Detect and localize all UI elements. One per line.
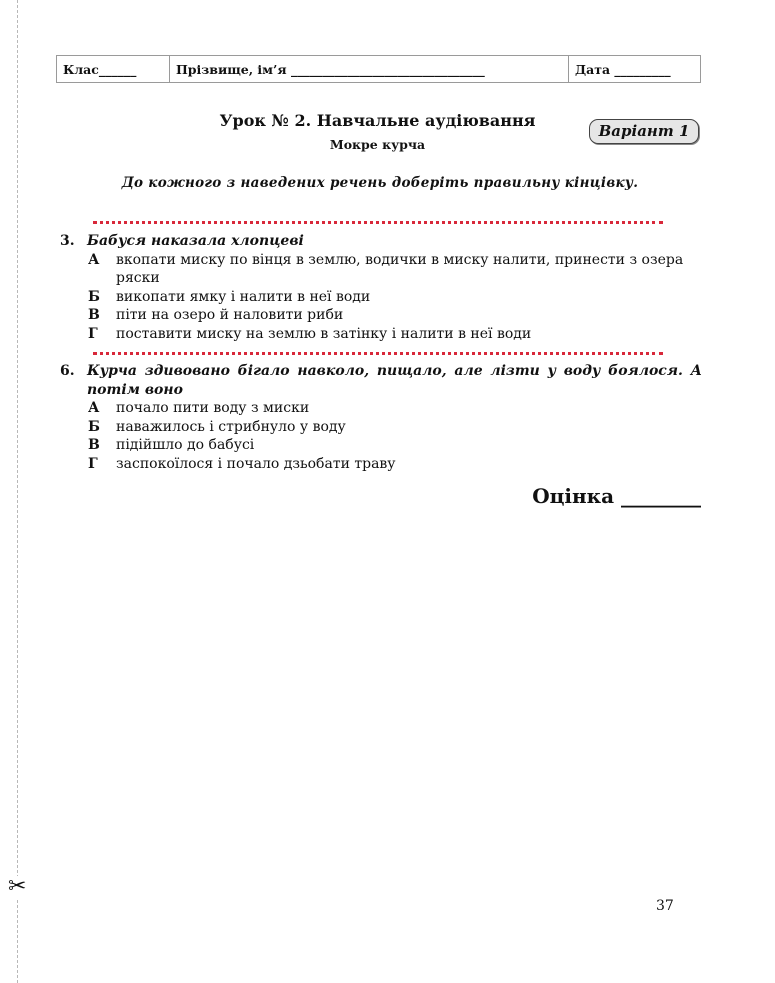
dotted-divider <box>93 221 663 224</box>
option-b[interactable] <box>60 418 702 437</box>
option-v[interactable] <box>60 306 702 325</box>
option-letter: Г <box>88 325 98 342</box>
option-b[interactable] <box>60 288 702 307</box>
option-text: поставити миску на землю в затінку і налити в неї води <box>116 325 532 342</box>
student-info-table <box>56 55 701 83</box>
option-text: піти на озеро й наловити риби <box>116 307 344 323</box>
question-text: Бабуся наказала хлопцеві <box>87 233 304 249</box>
option-h[interactable] <box>60 455 702 474</box>
option-text: наважилось і стрибнуло у воду <box>116 418 346 435</box>
scissors-icon: ✂ <box>8 874 27 899</box>
option-letter: А <box>88 400 100 416</box>
option-a[interactable] <box>60 399 702 418</box>
question-number: 3. <box>60 233 75 249</box>
instruction: До кожного з наведених речень доберіть правильну кінцівку. <box>121 175 639 191</box>
option-letter: А <box>88 251 100 268</box>
option-h[interactable] <box>60 325 702 344</box>
option-text: підійшло до бабусі <box>116 437 255 453</box>
grade-field[interactable]: Оцінка ________ <box>532 484 701 508</box>
option-text: почало пити воду з миски <box>116 400 310 416</box>
dotted-divider <box>93 352 663 355</box>
option-a[interactable] <box>60 251 702 288</box>
lesson-subtitle: Мокре курча <box>329 137 426 152</box>
option-letter: Б <box>88 288 100 305</box>
date-field[interactable]: Дата _________ <box>575 62 671 77</box>
option-letter: В <box>88 437 100 453</box>
option-letter: В <box>88 307 100 323</box>
option-letter: Г <box>88 455 98 472</box>
option-text: заспокоїлося і почало дзьобати траву <box>116 455 396 472</box>
page-number: 37 <box>656 898 674 914</box>
option-text: викопати ямку і налити в неї води <box>116 288 371 305</box>
class-field[interactable]: Клас______ <box>57 56 170 82</box>
cut-line <box>17 0 18 983</box>
question-3 <box>60 232 702 343</box>
lesson-title: Урок № 2. Навчальне аудіювання <box>219 111 536 130</box>
question-head <box>60 232 702 251</box>
name-field[interactable]: Прізвище, ім’я _______________________________ <box>170 56 569 82</box>
variant-badge: Варіант 1 <box>589 119 699 144</box>
option-v[interactable] <box>60 436 702 455</box>
question-number: 6. <box>60 363 75 379</box>
option-text: вкопати миску по вінця в землю, водички в миску налити, принести з озера ряски <box>116 251 684 286</box>
question-6 <box>60 362 702 473</box>
question-head <box>60 362 702 399</box>
question-text: Курча здивовано бігало навколо, пищало, але лізти у воду боялося. А потім воно <box>87 363 702 398</box>
option-letter: Б <box>88 418 100 435</box>
